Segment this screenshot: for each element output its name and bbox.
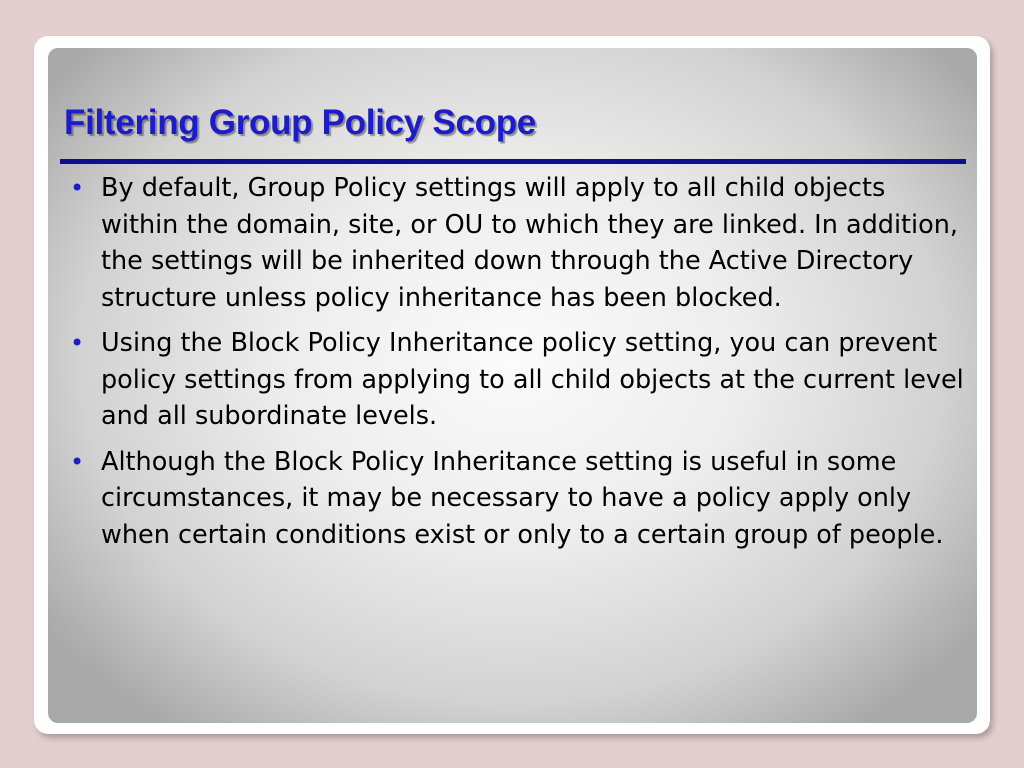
bullet-item bbox=[70, 325, 970, 435]
slide-content-area bbox=[48, 48, 977, 723]
bullet-dot-icon: • bbox=[70, 174, 85, 202]
bullet-list bbox=[70, 170, 970, 562]
bullet-text: By default, Group Policy settings will apply to all child objects within the domain, site, or OU to which they are linked. In addition, the settings will be inherited down through the Active Directory structure unless policy inheritance has been blocked. bbox=[101, 173, 959, 313]
bullet-text: Using the Block Policy Inheritance policy setting, you can prevent policy settings from applying to all child objects at the current level and all subordinate levels. bbox=[101, 328, 964, 431]
slide-frame bbox=[34, 36, 990, 734]
bullet-item bbox=[70, 444, 970, 554]
slide-title: Filtering Group Policy Scope bbox=[64, 103, 536, 142]
title-underline-rule bbox=[60, 159, 966, 164]
bullet-dot-icon: • bbox=[70, 329, 85, 357]
bullet-dot-icon: • bbox=[70, 447, 85, 476]
bullet-item bbox=[70, 170, 970, 316]
bullet-text: Although the Block Policy Inheritance setting is useful in some circumstances, it may be necessary to have a policy apply only when certain conditions exist or only to a certain group of people. bbox=[101, 446, 944, 550]
